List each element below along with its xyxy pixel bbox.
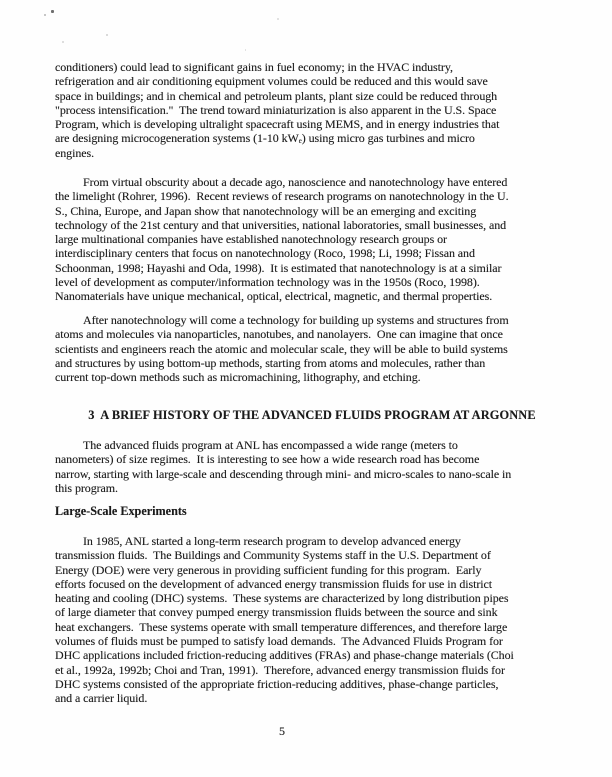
- text-line: atoms and molecules via nanoparticles, nanotubes, and nanolayers. One can imagine that once: [55, 327, 503, 342]
- text-line: DHC systems consisted of the appropriate friction-reducing additives, phase-change particles,: [55, 676, 499, 691]
- text-line: Schoonman, 1998; Hayashi and Oda, 1998). It is estimated that nanotechnology is at a similar: [55, 260, 502, 275]
- scan-speck: [245, 49, 246, 51]
- text-line: the limelight (Rohrer, 1996). Recent reviews of research programs on nanotechnology in the U.: [55, 189, 509, 204]
- text-line: transmission fluids. The Buildings and Community Systems staff in the U.S. Department of: [55, 548, 491, 563]
- text-line: Energy (DOE) were very generous in providing sufficient funding for this program. Early: [55, 562, 482, 577]
- text-line: narrow, starting with large-scale and descending through mini- and micro-scales to nano-scale in: [55, 466, 512, 481]
- paragraph-large-scale-experiments: [55, 534, 569, 706]
- text-line: nanometers) of size regimes. It is interesting to see how a wide research road has become: [55, 452, 480, 467]
- text-line: current top-down methods such as micromachining, lithography, and etching.: [55, 370, 421, 385]
- text-line: S., China, Europe, and Japan show that nanotechnology will be an emerging and exciting: [55, 203, 477, 218]
- scan-speck: [277, 18, 279, 20]
- text-line: technology of the 21st century and that universities, national laboratories, small businesses, and: [55, 217, 507, 232]
- text-line: refrigeration and air conditioning equipment volumes could be reduced and this would save: [55, 74, 488, 89]
- text-line: heating and cooling (DHC) systems. These systems are characterized by long distribution pipes: [55, 591, 509, 606]
- text-line: and structures by using bottom-up methods, starting from atoms and molecules, rather than: [55, 355, 486, 370]
- text-line: DHC applications included friction-reducing additives (FRAs) and phase-change materials (Choi: [55, 648, 514, 663]
- scan-speck: [106, 34, 108, 36]
- text-line: interdisciplinary centers that focus on nanotechnology (Roco, 1998; Li, 1998; Fissan and: [55, 246, 475, 261]
- text-line: Nanomaterials have unique mechanical, optical, electrical, magnetic, and thermal properties.: [55, 289, 493, 304]
- scan-speck: [62, 41, 64, 43]
- page-number: 5: [279, 724, 285, 738]
- text-line: this program.: [55, 480, 118, 495]
- text-line: The advanced fluids program at ANL has encompassed a wide range (meters to: [83, 438, 458, 452]
- text-line: Program, which is developing ultralight spacecraft using MEMS, and in energy industries that: [55, 117, 500, 132]
- scan-speck: [44, 14, 46, 16]
- text-line: heat exchangers. These systems operate with small temperature differences, and therefore large: [55, 619, 508, 634]
- text-line: In 1985, ANL started a long-term research program to develop advanced energy: [83, 534, 461, 548]
- paragraph-advanced-fluids-overview: [55, 438, 569, 495]
- text-line: space in buildings; and in chemical and petroleum plants, plant size could be reduced through: [55, 88, 498, 103]
- text-line: of large diameter that convey pumped energy transmission fluids between the source and sink: [55, 605, 498, 620]
- scan-speck: [51, 10, 54, 13]
- section-heading: 3 A BRIEF HISTORY OF THE ADVANCED FLUIDS PROGRAM AT ARGONNE: [88, 408, 536, 422]
- text-line: level of development as computer/information technology was in the 1950s (Roco, 1998).: [55, 275, 480, 290]
- text-line: scientists and engineers reach the atomic and molecular scale, they will be able to build systems: [55, 341, 508, 356]
- text-line: After nanotechnology will come a technology for building up systems and structures from: [83, 313, 509, 327]
- text-line: "process intensification." The trend toward miniaturization is also apparent in the U.S. Space: [55, 102, 497, 117]
- text-line: are designing microcogeneration systems (1-10 kWₑ) using micro gas turbines and micro: [55, 131, 475, 146]
- text-line: large multinational companies have established nanotechnology research groups or: [55, 232, 447, 247]
- paragraph-nanotechnology-intro: [55, 175, 569, 304]
- text-line: engines.: [55, 145, 95, 160]
- text-line: efforts focused on the development of advanced energy transmission fluids for use in district: [55, 576, 493, 591]
- text-line: From virtual obscurity about a decade ago, nanoscience and nanotechnology have entered: [83, 175, 508, 189]
- paragraph-hvac-miniaturization: [55, 60, 569, 160]
- subsection-heading-large-scale-experiments: Large-Scale Experiments: [55, 504, 187, 518]
- text-line: conditioners) could lead to significant gains in fuel economy; in the HVAC industry,: [55, 60, 453, 74]
- text-line: and a carrier liquid.: [55, 691, 148, 706]
- text-line: et al., 1992a, 1992b; Choi and Tran, 1991). Therefore, advanced energy transmission fluids for: [55, 662, 505, 677]
- paragraph-nanotechnology-future: [55, 313, 569, 384]
- text-line: volumes of fluids must be pumped to satisfy load demands. The Advanced Fluids Program for: [55, 634, 503, 649]
